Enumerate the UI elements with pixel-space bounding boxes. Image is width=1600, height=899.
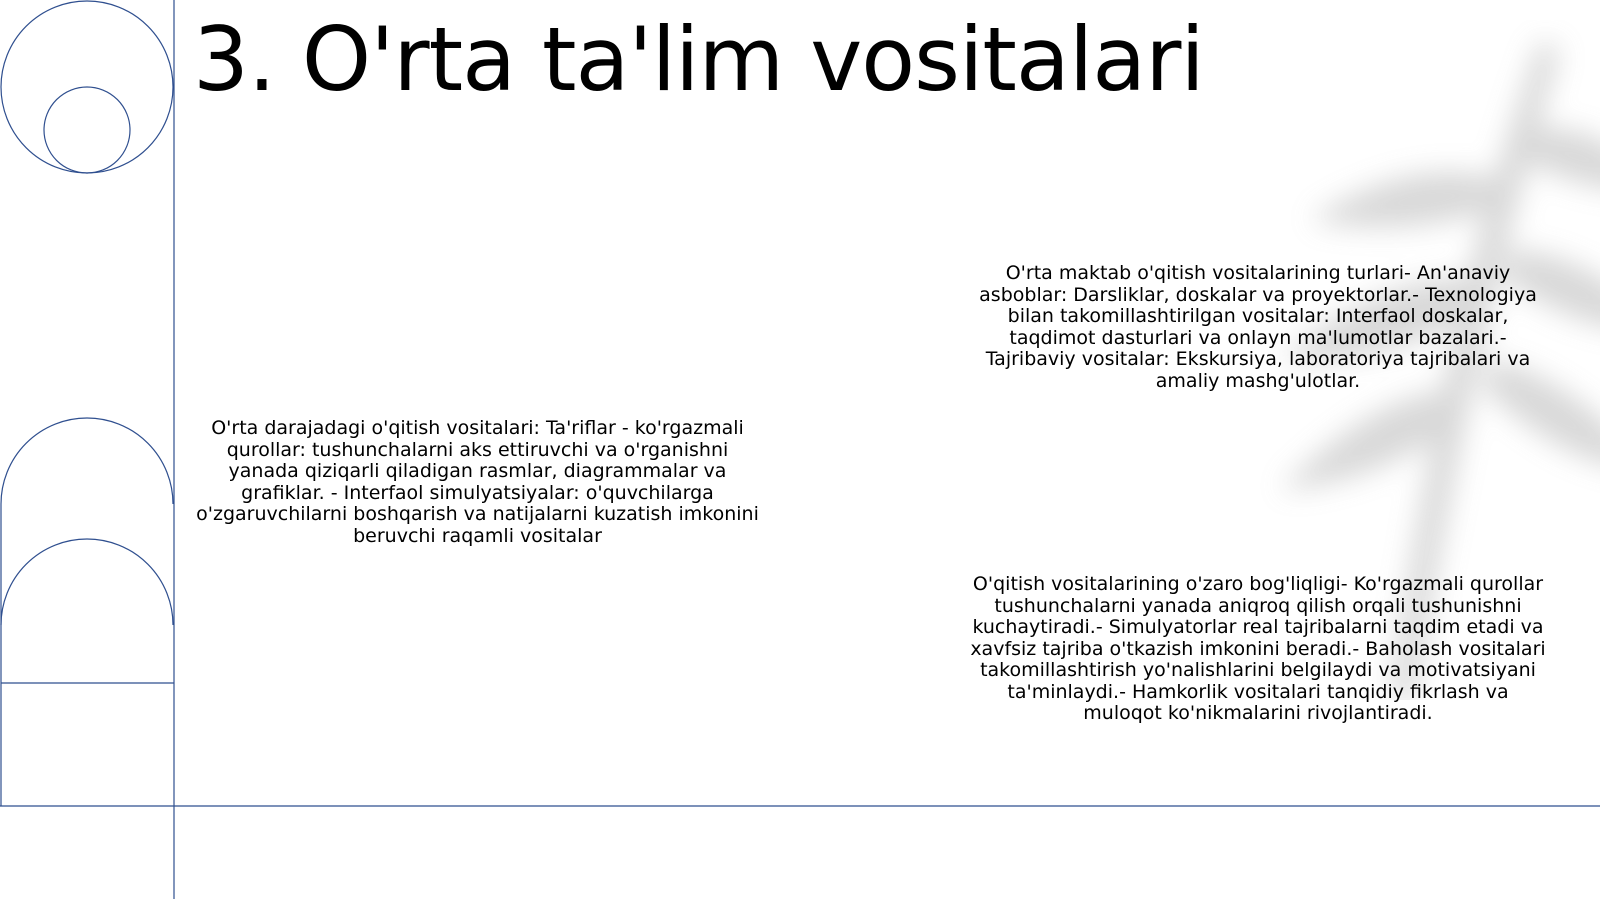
text-block-definitions: O'rta darajadagi o'qitish vositalari: Ta'riflar - ko'rgazmali qurollar: tushunchalarni aks ettiruvchi va o'rganishni yanada qiziqarli qiladigan rasmlar, diagrammalar va grafiklar. - Interfaol simulyatsiyalar: o'quvchilarga o'zgaruvchilarni boshqarish va natijalarni kuzatish imkonini beruvchi raqamli vositalar xyxy=(196,417,759,547)
text-block-interrelation: O'qitish vositalarining o'zaro bog'liqligi- Ko'rgazmali qurollar tushunchalarni yanada aniqroq qilish orqali tushunishni kuchaytiradi.- Simulyatorlar real tajribalarni taqdim etadi va xavfsiz tajriba o'tkazish imkonini beradi.- Baholash vositalari takomillashtirish yo'nalishlarini belgilaydi va motivatsiyani ta'minlaydi.- Hamkorlik vositalari tanqidiy fikrlash va muloqot ko'nikmalarini rivojlantiradi. xyxy=(970,573,1546,724)
ornament-upper-arch xyxy=(1,418,173,504)
slide-title: 3. O'rta ta'lim vositalari xyxy=(193,8,1204,111)
ornament-small-circle xyxy=(44,87,130,173)
ornament-lower-arch xyxy=(1,539,173,625)
text-block-types: O'rta maktab o'qitish vositalarining turlari- An'anaviy asboblar: Darsliklar, doskalar va proyektorlar.- Texnologiya bilan takomillashtirilgan vositalar: Interfaol doskalar, taqdimot dasturlari va onlayn ma'lumotlar bazalari.- Tajribaviy vositalar: Ekskursiya, laboratoriya tajribalari va amaliy mashg'ulotlar. xyxy=(979,262,1537,392)
